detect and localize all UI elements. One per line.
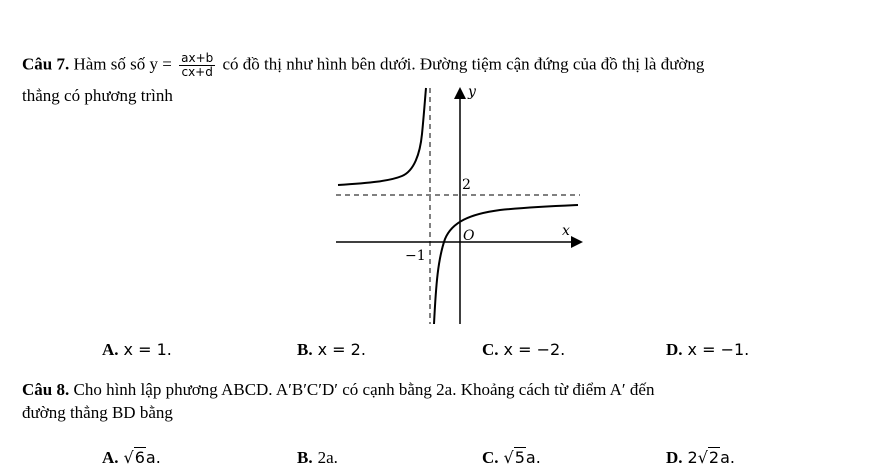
q8-option-d-label: D. xyxy=(666,448,683,467)
q8-option-a-radicand: 6 xyxy=(134,448,145,467)
q8-option-c[interactable] xyxy=(482,448,541,468)
origin-label: O xyxy=(463,228,475,244)
q8-option-a-label: A. xyxy=(102,448,119,467)
q7-option-c[interactable] xyxy=(482,340,565,360)
q7-text-part1: Hàm số số y = xyxy=(73,54,172,74)
q8-option-d-radicand: 2 xyxy=(708,448,720,467)
q7-option-a-label: A. xyxy=(102,340,119,359)
q7-line-1 xyxy=(22,52,704,79)
graph-right-branch xyxy=(434,205,578,324)
q7-option-d-value: x = −1. xyxy=(687,340,750,359)
q8-text: Cho hình lập phương ABCD. A′B′C′D′ có cạnh bằng 2a. Khoảng cách từ điểm A′ đến xyxy=(73,380,655,399)
q7-option-c-value: x = −2. xyxy=(503,340,566,359)
q8-option-c-label: C. xyxy=(482,448,499,467)
q7-frac-denominator: cx+d xyxy=(181,65,213,79)
q7-number: Câu 7. xyxy=(22,54,70,74)
q7-frac-numerator: ax+b xyxy=(181,51,214,65)
q7-option-a[interactable] xyxy=(102,340,172,360)
q7-option-b-value: x = 2. xyxy=(317,340,366,359)
y-axis-label: y xyxy=(468,84,476,100)
q7-option-b-label: B. xyxy=(297,340,313,359)
q7-option-d[interactable] xyxy=(666,340,749,360)
graph-left-branch xyxy=(338,88,426,185)
q7-option-c-label: C. xyxy=(482,340,499,359)
q8-number: Câu 8. xyxy=(22,380,70,399)
q7-option-d-label: D. xyxy=(666,340,683,359)
q8-option-b-value: 2a. xyxy=(317,448,338,467)
q8-line-1 xyxy=(22,380,654,400)
q8-option-d-value: 2√2a. xyxy=(687,448,735,467)
q8-line-2: đường thẳng BD bằng xyxy=(22,403,173,422)
q7-option-a-value: x = 1. xyxy=(123,340,172,359)
q7-graph xyxy=(330,84,590,329)
tick-label-x: −1 xyxy=(405,248,426,264)
tick-label-y: 2 xyxy=(462,177,471,193)
q8-option-c-radicand: 5 xyxy=(514,448,525,467)
q8-option-b[interactable] xyxy=(297,448,338,468)
x-axis-label: x xyxy=(562,223,570,239)
q8-option-d[interactable] xyxy=(666,448,735,468)
q7-option-b[interactable] xyxy=(297,340,366,360)
q7-fraction xyxy=(179,52,215,79)
q8-option-a[interactable] xyxy=(102,448,161,468)
q7-line-2: thẳng có phương trình xyxy=(22,86,173,105)
q8-option-b-label: B. xyxy=(297,448,313,467)
q8-option-c-value: √5a. xyxy=(503,448,541,467)
q7-text-part2: có đồ thị như hình bên dưới. Đường tiệm cận đứng của đồ thị là đường xyxy=(222,54,705,74)
q8-option-a-value: √6a. xyxy=(123,448,161,467)
